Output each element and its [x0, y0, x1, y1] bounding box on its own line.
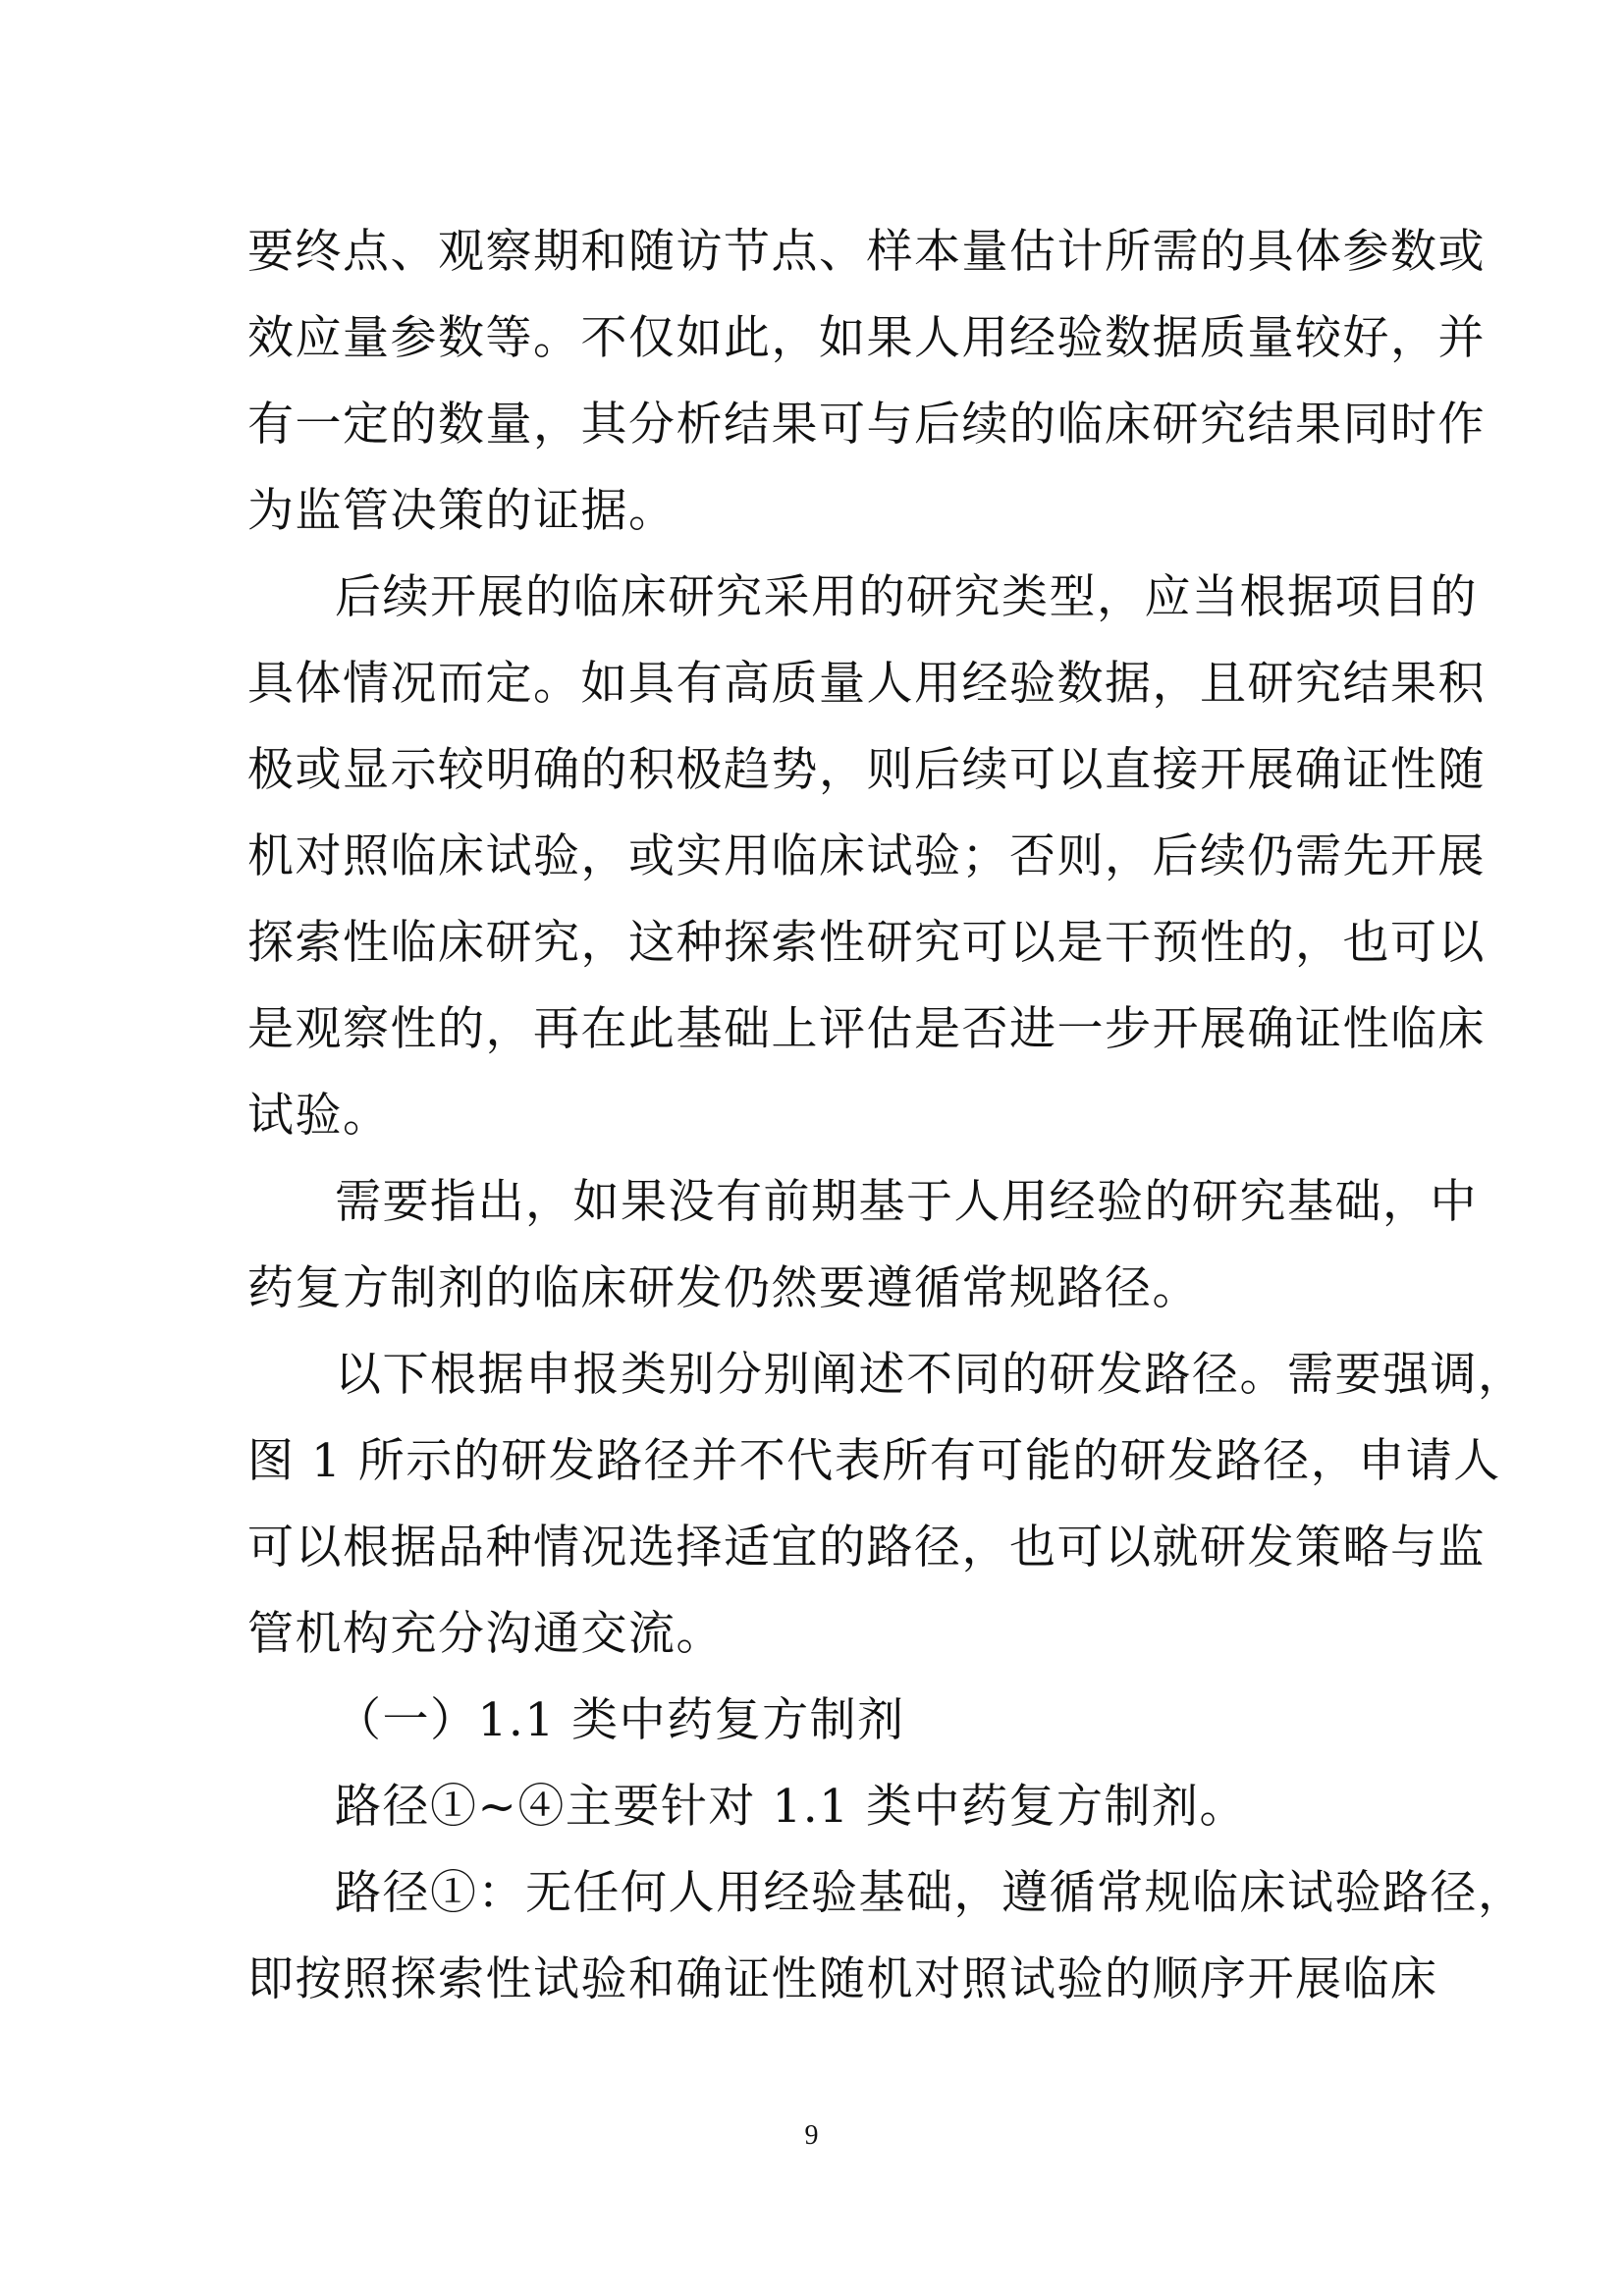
- text-line: 是观察性的，再在此基础上评估是否进一步开展确证性临床: [247, 1002, 1486, 1056]
- text-line: 极或显示较明确的积极趋势，则后续可以直接开展确证性随: [247, 743, 1486, 797]
- text-line: 图 1 所示的研发路径并不代表所有可能的研发路径，申请人: [247, 1434, 1501, 1488]
- paragraph-first-line: 需要指出，如果没有前期基于人用经验的研究基础，中: [335, 1175, 1478, 1229]
- text-line: 具体情况而定。如具有高质量人用经验数据，且研究结果积: [247, 657, 1486, 711]
- text-line: 要终点、观察期和随访节点、样本量估计所需的具体参数或: [247, 225, 1486, 279]
- text-line: 有一定的数量，其分析结果可与后续的临床研究结果同时作: [247, 398, 1486, 452]
- paragraph-first-line: 以下根据申报类别分别阐述不同的研发路径。需要强调，: [335, 1348, 1526, 1402]
- text-line: 为监管决策的证据。: [247, 484, 676, 538]
- section-heading: （一）1.1 类中药复方制剂: [335, 1693, 905, 1747]
- text-line: 即按照探索性试验和确证性随机对照试验的顺序开展临床: [247, 1952, 1438, 2006]
- text-line: 机对照临床试验，或实用临床试验；否则，后续仍需先开展: [247, 829, 1486, 883]
- page-number: 9: [804, 2120, 819, 2151]
- paragraph-first-line: 后续开展的临床研究采用的研究类型，应当根据项目的: [335, 570, 1478, 624]
- paragraph-first-line: 路径①~④主要针对 1.1 类中药复方制剂。: [335, 1780, 1248, 1834]
- text-line: 探索性临床研究，这种探索性研究可以是干预性的，也可以: [247, 916, 1486, 970]
- text-line: 可以根据品种情况选择适宜的路径，也可以就研发策略与监: [247, 1521, 1486, 1575]
- paragraph-first-line: 路径①：无任何人用经验基础，遵循常规临床试验路径，: [335, 1866, 1526, 1920]
- text-line: 效应量参数等。不仅如此，如果人用经验数据质量较好，并: [247, 311, 1486, 365]
- text-line: 管机构充分沟通交流。: [247, 1607, 724, 1661]
- text-line: 试验。: [247, 1089, 391, 1143]
- text-line: 药复方制剂的临床研发仍然要遵循常规路径。: [247, 1261, 1200, 1315]
